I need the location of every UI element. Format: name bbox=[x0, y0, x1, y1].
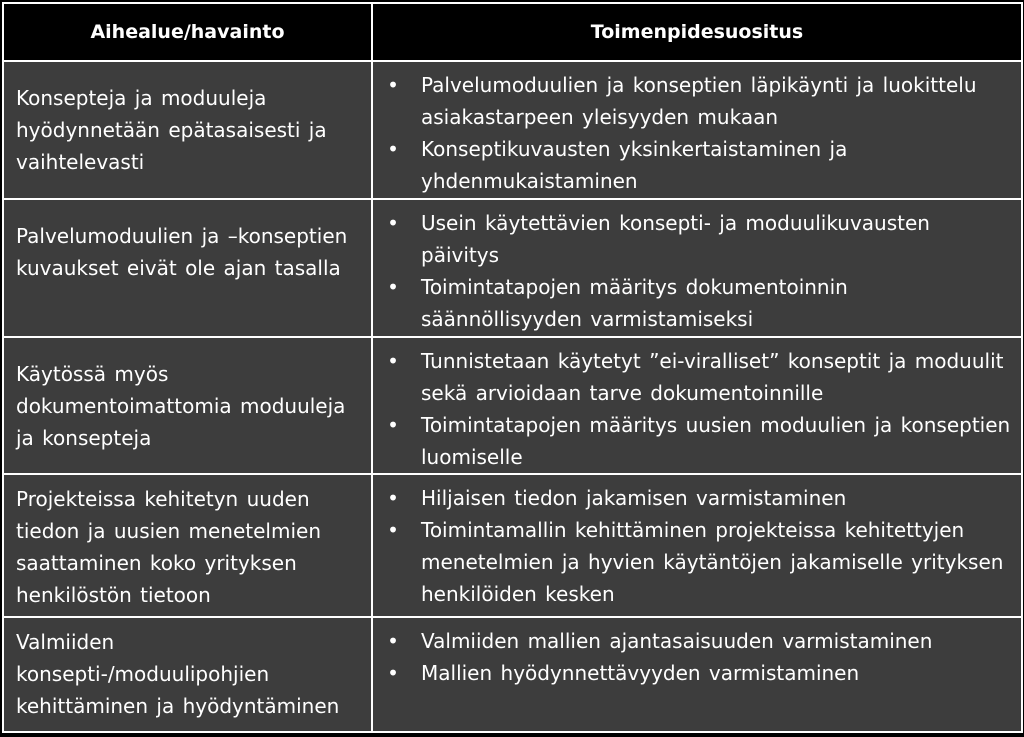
recommendation-cell bbox=[372, 617, 1022, 732]
topic-cell bbox=[3, 617, 372, 732]
recommendation-text: Valmiiden mallien ajantasaisuuden varmistaminen bbox=[421, 629, 933, 653]
recommendation-text: Tunnistetaan käytetyt ”ei-viralliset” konseptit ja moduulit sekä arvioidaan tarve dokumentoinnille bbox=[421, 349, 1004, 405]
recommendation-list bbox=[373, 475, 1021, 610]
bullet-icon: • bbox=[387, 518, 399, 542]
table-row bbox=[3, 337, 1022, 474]
table-row bbox=[3, 474, 1022, 617]
recommendation-text: Toimintatapojen määritys uusien moduulien ja konseptien luomiselle bbox=[421, 413, 1011, 469]
topic-text: Projekteissa kehitetyn uuden tiedon ja uusien menetelmien saattaminen koko yrityksen henkilöstön tietoon bbox=[16, 487, 321, 607]
recommendation-list bbox=[373, 200, 1021, 335]
table-row bbox=[3, 199, 1022, 337]
topic-text: Palvelumoduulien ja –konseptien kuvaukset eivät ole ajan tasalla bbox=[16, 224, 348, 280]
topic-text: Konsepteja ja moduuleja hyödynnetään epätasaisesti ja vaihtelevasti bbox=[16, 86, 327, 174]
recommendation-item bbox=[381, 657, 1013, 689]
recommendation-item bbox=[381, 482, 1013, 514]
table-header-row bbox=[3, 3, 1022, 61]
recommendation-cell bbox=[372, 199, 1022, 337]
bullet-icon: • bbox=[387, 349, 399, 373]
recommendation-list bbox=[373, 62, 1021, 197]
recommendation-item bbox=[381, 207, 1013, 271]
recommendation-cell bbox=[372, 61, 1022, 199]
bullet-icon: • bbox=[387, 73, 399, 97]
table-row bbox=[3, 617, 1022, 732]
table-row bbox=[3, 61, 1022, 199]
header-topic: Aihealue/havainto bbox=[3, 3, 372, 61]
recommendation-item bbox=[381, 271, 1013, 335]
topic-cell bbox=[3, 199, 372, 337]
bullet-icon: • bbox=[387, 137, 399, 161]
bullet-icon: • bbox=[387, 486, 399, 510]
topic-cell bbox=[3, 474, 372, 617]
recommendation-text: Hiljaisen tiedon jakamisen varmistaminen bbox=[421, 486, 847, 510]
recommendation-text: Toimintamallin kehittäminen projekteissa kehitettyjen menetelmien ja hyvien käytäntöjen jakamiselle yrityksen henkilöiden kesken bbox=[421, 518, 1004, 606]
bullet-icon: • bbox=[387, 629, 399, 653]
topic-cell bbox=[3, 61, 372, 199]
recommendations-table bbox=[2, 2, 1023, 733]
bullet-icon: • bbox=[387, 661, 399, 685]
recommendation-list bbox=[373, 338, 1021, 473]
recommendation-item bbox=[381, 345, 1013, 409]
recommendation-item bbox=[381, 133, 1013, 197]
recommendation-text: Mallien hyödynnettävyyden varmistaminen bbox=[421, 661, 860, 685]
bullet-icon: • bbox=[387, 413, 399, 437]
recommendation-text: Usein käytettävien konsepti- ja moduulikuvausten päivitys bbox=[421, 211, 930, 267]
recommendation-text: Toimintatapojen määritys dokumentoinnin säännöllisyyden varmistamiseksi bbox=[421, 275, 848, 331]
recommendation-item bbox=[381, 69, 1013, 133]
topic-text: Käytössä myös dokumentoimattomia moduuleja ja konsepteja bbox=[16, 362, 346, 450]
bullet-icon: • bbox=[387, 211, 399, 235]
recommendation-text: Palvelumoduulien ja konseptien läpikäynti ja luokittelu asiakastarpeen yleisyyden mukaan bbox=[421, 73, 977, 129]
recommendation-text: Konseptikuvausten yksinkertaistaminen ja yhdenmukaistaminen bbox=[421, 137, 848, 193]
header-recommendation: Toimenpidesuositus bbox=[372, 3, 1022, 61]
recommendation-list bbox=[373, 618, 1021, 689]
recommendation-item bbox=[381, 625, 1013, 657]
recommendation-item bbox=[381, 514, 1013, 610]
recommendation-cell bbox=[372, 337, 1022, 474]
recommendation-cell bbox=[372, 474, 1022, 617]
recommendation-item bbox=[381, 409, 1013, 473]
topic-cell bbox=[3, 337, 372, 474]
bullet-icon: • bbox=[387, 275, 399, 299]
topic-text: Valmiiden konsepti-/moduulipohjien kehittäminen ja hyödyntäminen bbox=[16, 630, 340, 718]
